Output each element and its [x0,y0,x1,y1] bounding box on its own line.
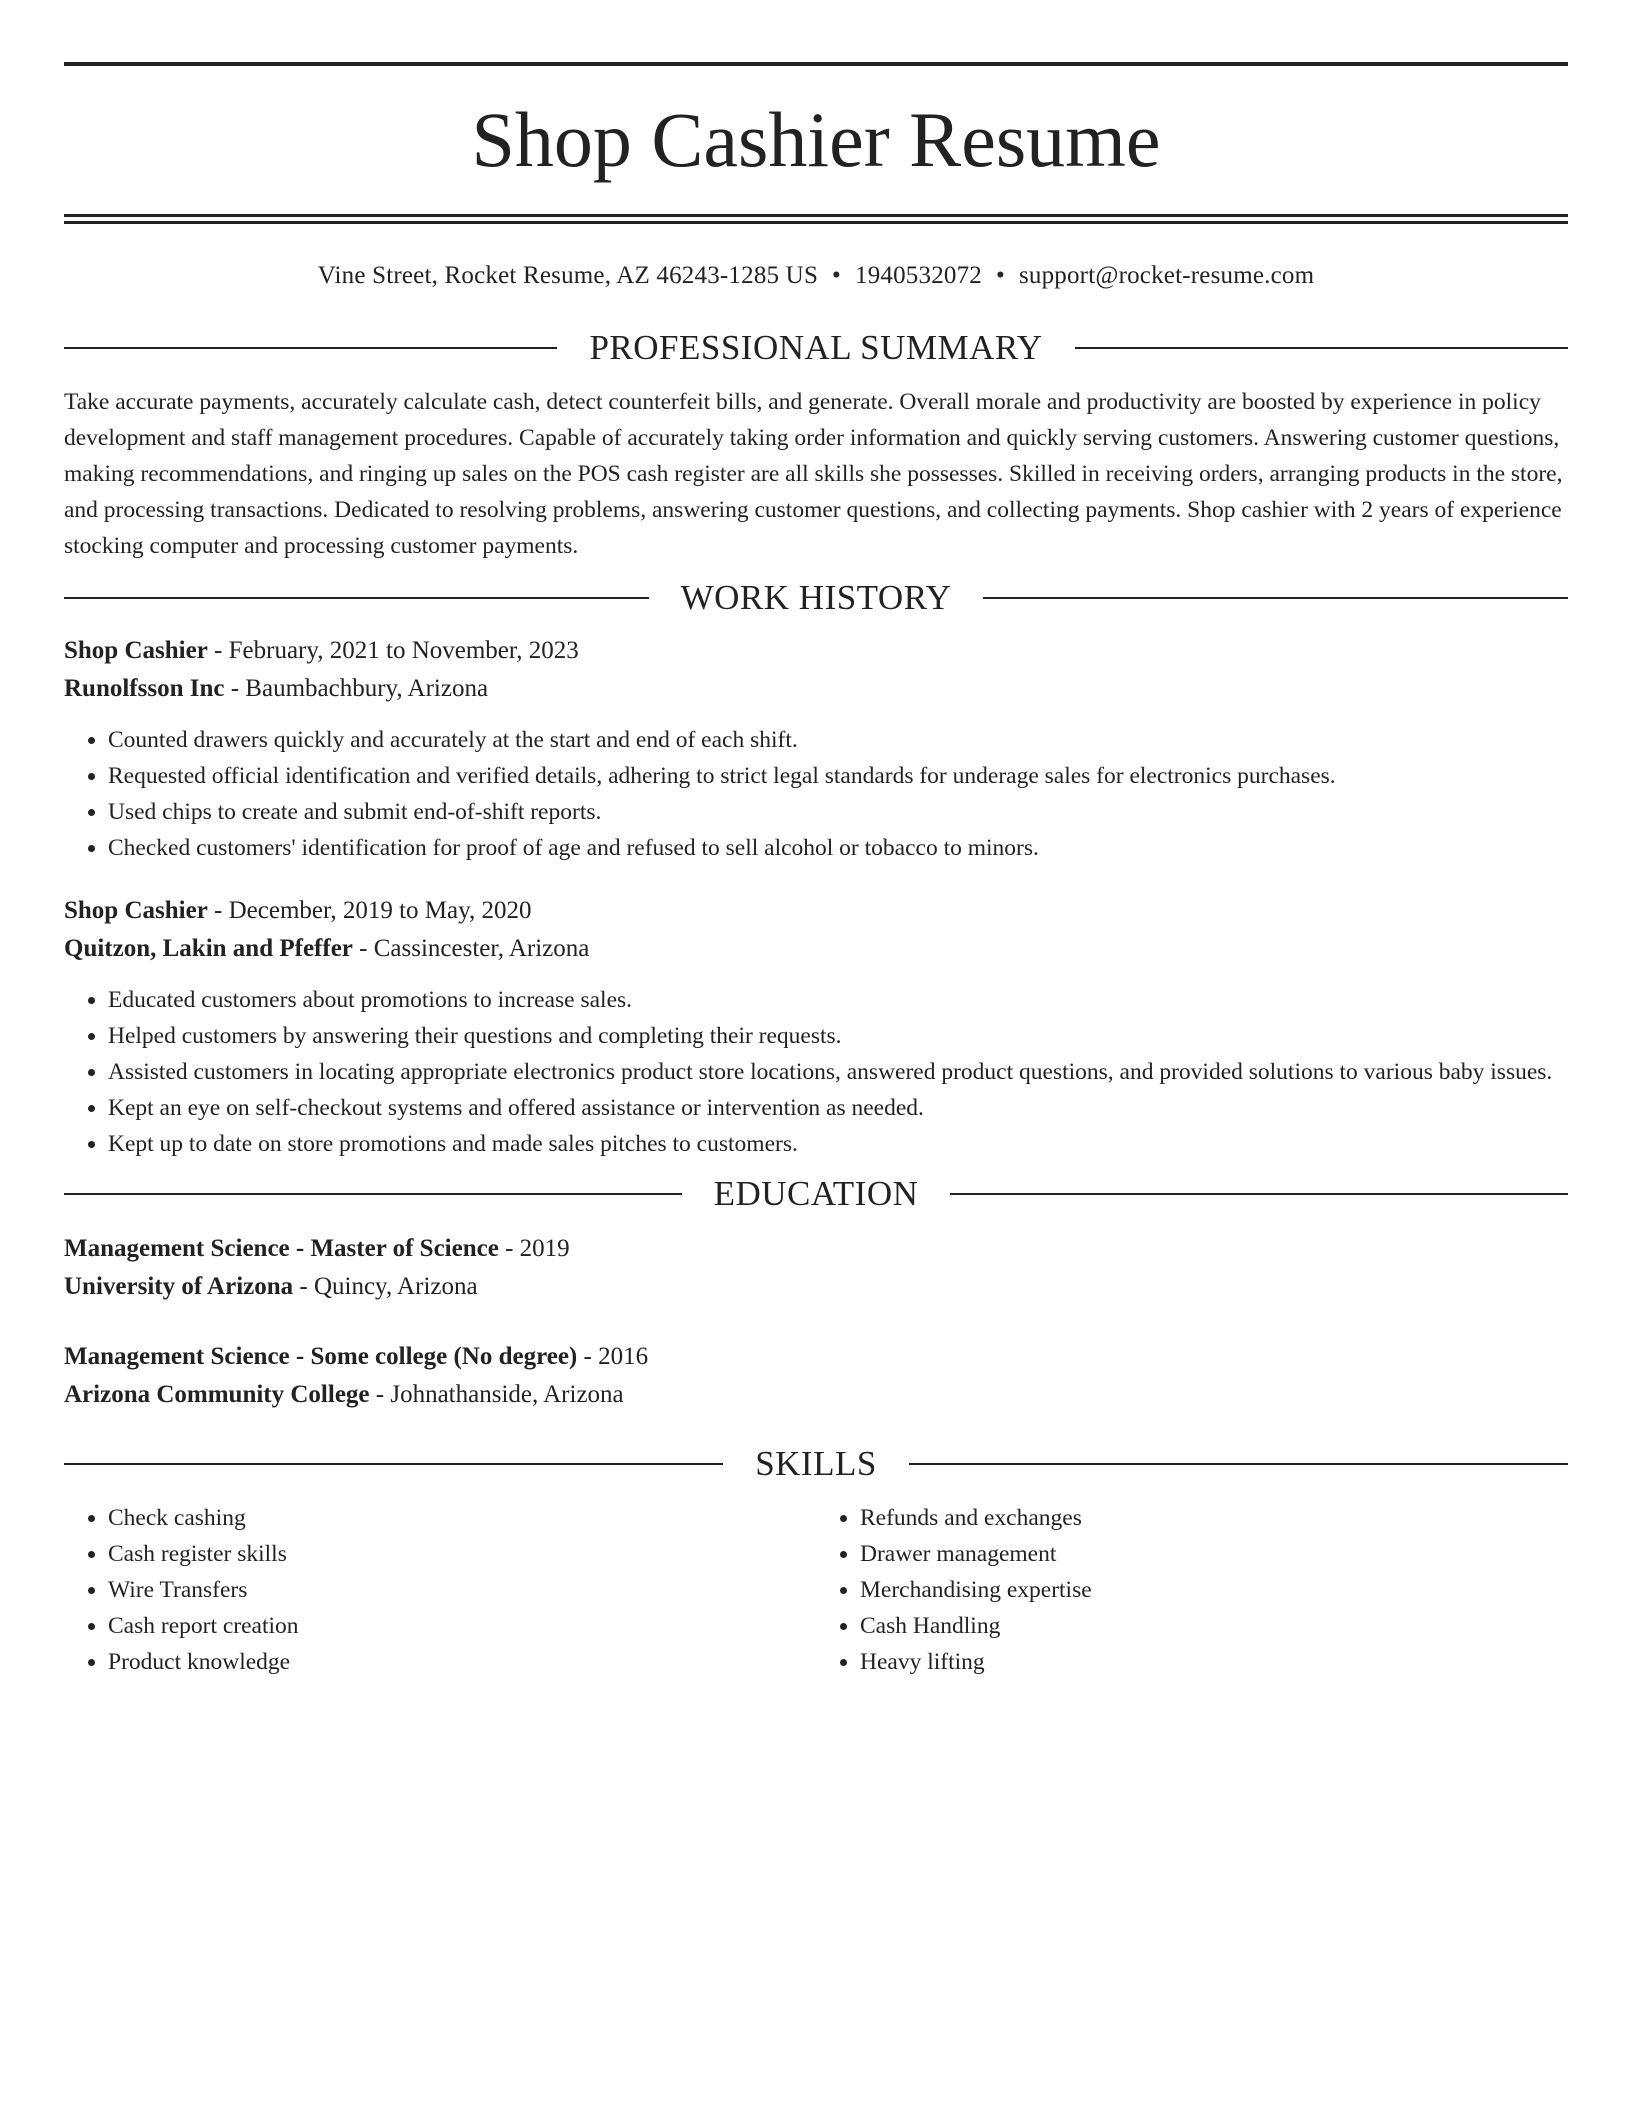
job-dates: - December, 2019 to May, 2020 [207,897,532,924]
skill-item: • Heavy lifting [860,1644,1568,1680]
skill-item: • Drawer management [860,1536,1568,1572]
skill-item: • Product knowledge [108,1644,816,1680]
education-degree: Management Science - Master of Science [64,1235,499,1262]
education-location: - Quincy, Arizona [293,1273,478,1300]
section-title: EDUCATION [713,1174,919,1213]
list-item: • Requested official identification and verified details, adhering to strict legal standards for underage sales for electronics purchases. [108,758,1568,794]
heading-rule [909,1463,1568,1465]
job-company-line [64,670,1568,708]
education-school: University of Arizona [64,1273,294,1300]
skill-item: • Cash Handling [860,1608,1568,1644]
list-item: • Checked customers' identification for proof of age and refused to sell alcohol or tobacco to minors. [108,830,1568,866]
job-title-line [64,632,1568,670]
section-heading-summary [64,326,1568,370]
list-item: • Used chips to create and submit end-of-shift reports. [108,794,1568,830]
job-company-line [64,930,1568,968]
job-company: Runolfsson Inc [64,675,225,702]
section-title: SKILLS [755,1444,877,1483]
education-degree: Management Science - Some college (No degree) [64,1343,578,1370]
heading-rule [64,597,649,599]
education-entry [64,1230,1568,1306]
contact-address: Vine Street, Rocket Resume, AZ 46243-1285 US [317,262,819,289]
contact-email: support@rocket-resume.com [1018,262,1315,289]
summary-text: Take accurate payments, accurately calculate cash, detect counterfeit bills, and generate. Overall morale and productivity are boosted by experience in policy development and staff management procedures. Capable of accurately taking order information and quickly serving customers. Answering customer questions, making recommendations, and ringing up sales on the POS cash register are all skills she possesses. Skilled in receiving orders, arranging products in the store, and processing transactions. Dedicated to resolving problems, answering customer questions, and collecting payments. Shop cashier with 2 years of experience stocking computer and processing customer payments. [64,389,1563,559]
job-company: Quitzon, Lakin and Pfeffer [64,935,353,962]
job-location: - Baumbachbury, Arizona [224,675,489,702]
skill-item: • Cash report creation [108,1608,816,1644]
skills-columns [64,1500,1568,1680]
skill-item: • Wire Transfers [108,1572,816,1608]
resume-title: Shop Cashier Resume [471,96,1161,183]
education-school-line [64,1376,1568,1414]
education-school-line [64,1268,1568,1306]
skills-list-right [816,1500,1568,1680]
list-item: • Kept an eye on self-checkout systems and offered assistance or intervention as needed. [108,1090,1568,1126]
job-title-line [64,892,1568,930]
job-bullets [64,982,1568,1162]
contact-line [64,260,1568,292]
title-double-rule [64,214,1568,224]
list-item: • Educated customers about promotions to increase sales. [108,982,1568,1018]
heading-rule [950,1193,1568,1195]
section-heading-work-history [64,576,1568,620]
list-item: • Helped customers by answering their questions and completing their requests. [108,1018,1568,1054]
top-rule [64,62,1568,66]
job-entry [64,632,1568,866]
education-entry [64,1338,1568,1414]
skill-item: • Merchandising expertise [860,1572,1568,1608]
education-year: - 2019 [498,1235,570,1262]
section-heading-skills [64,1442,1568,1486]
heading-rule [983,597,1568,599]
education-location: - Johnathanside, Arizona [369,1381,624,1408]
contact-separator: • [832,262,841,289]
heading-rule [64,347,557,349]
contact-phone: 1940532072 [855,262,982,289]
skills-list-left [64,1500,816,1680]
list-item: • Kept up to date on store promotions and made sales pitches to customers. [108,1126,1568,1162]
education-degree-line [64,1230,1568,1268]
skill-item: • Cash register skills [108,1536,816,1572]
job-title: Shop Cashier [64,897,208,924]
skill-item: • Check cashing [108,1500,816,1536]
heading-rule [1075,347,1568,349]
education-year: - 2016 [577,1343,649,1370]
job-entry [64,892,1568,1162]
section-title: PROFESSIONAL SUMMARY [589,328,1043,367]
section-heading-education [64,1172,1568,1216]
heading-rule [64,1193,682,1195]
list-item: • Counted drawers quickly and accurately at the start and end of each shift. [108,722,1568,758]
job-title: Shop Cashier [64,637,208,664]
section-title: WORK HISTORY [680,578,952,617]
job-bullets [64,722,1568,866]
job-location: - Cassincester, Arizona [352,935,590,962]
skill-item: • Refunds and exchanges [860,1500,1568,1536]
contact-separator: • [996,262,1005,289]
list-item: • Assisted customers in locating appropriate electronics product store locations, answered product questions, and provided solutions to various baby issues. [108,1054,1568,1090]
job-dates: - February, 2021 to November, 2023 [207,637,579,664]
education-degree-line [64,1338,1568,1376]
heading-rule [64,1463,723,1465]
education-school: Arizona Community College [64,1381,370,1408]
